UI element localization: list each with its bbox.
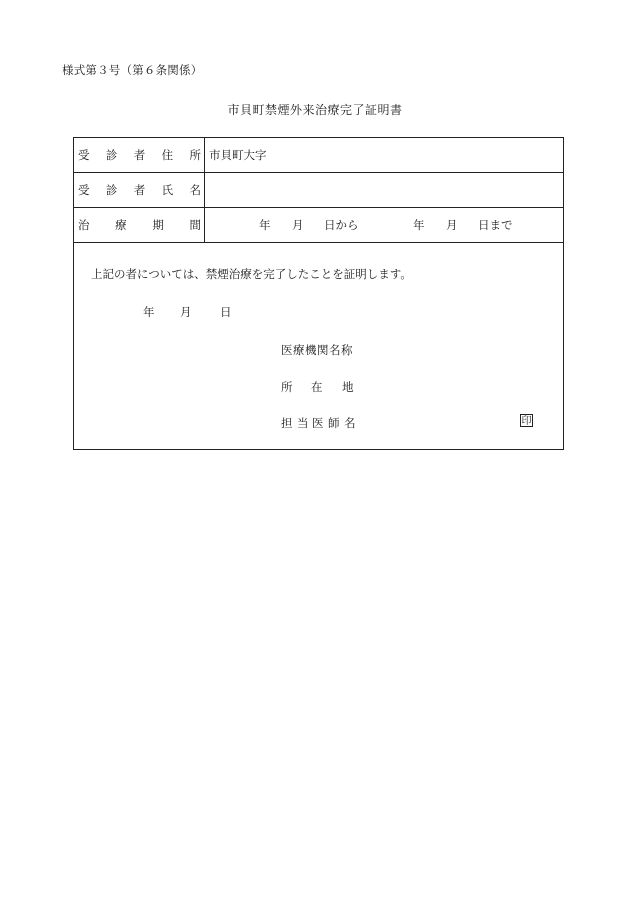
label-char: 期 bbox=[152, 218, 164, 232]
label-char: 受 bbox=[78, 183, 90, 197]
end-day: 日まで bbox=[478, 218, 513, 232]
label-char: 者 bbox=[133, 183, 146, 197]
doctor-label-char: 医 bbox=[312, 416, 324, 430]
label-char: 診 bbox=[105, 183, 118, 197]
patient-address-label bbox=[74, 138, 205, 172]
doctor-label-char: 師 bbox=[328, 416, 340, 430]
certification-statement: 上記の者については、禁煙治療を完了したことを証明します。 bbox=[91, 267, 412, 281]
label-char: 名 bbox=[189, 183, 201, 197]
location-label-char: 在 bbox=[311, 380, 323, 394]
patient-name-label bbox=[74, 173, 205, 207]
label-char: 療 bbox=[115, 218, 127, 232]
label-char: 間 bbox=[189, 218, 201, 232]
patient-address-value[interactable]: 市貝町大字 bbox=[209, 148, 267, 162]
label-char: 住 bbox=[161, 148, 174, 162]
doctor-label-char: 担 bbox=[281, 416, 293, 430]
label-char: 治 bbox=[78, 218, 90, 232]
location-label-char: 地 bbox=[342, 380, 354, 394]
start-year: 年 bbox=[259, 218, 271, 232]
label-char: 診 bbox=[105, 148, 118, 162]
label-char: 氏 bbox=[161, 183, 174, 197]
treatment-period-row bbox=[74, 208, 563, 243]
patient-address-row bbox=[74, 138, 563, 173]
doctor-label-char: 名 bbox=[344, 416, 356, 430]
label-char: 受 bbox=[78, 148, 90, 162]
patient-name-row bbox=[74, 173, 563, 208]
date-year: 年 bbox=[143, 305, 155, 319]
seal-mark: 印 bbox=[521, 416, 532, 427]
document-title: 市貝町禁煙外来治療完了証明書 bbox=[227, 103, 403, 117]
certification-section bbox=[74, 243, 563, 449]
form-number: 様式第３号（第６条関係） bbox=[62, 63, 203, 77]
end-month: 月 bbox=[446, 218, 458, 232]
doctor-label-char: 当 bbox=[297, 416, 309, 430]
location-label-char: 所 bbox=[281, 380, 293, 394]
treatment-period-value[interactable] bbox=[205, 208, 563, 242]
date-month: 月 bbox=[180, 305, 192, 319]
treatment-period-label bbox=[74, 208, 205, 242]
start-month: 月 bbox=[292, 218, 304, 232]
label-char: 所 bbox=[189, 148, 201, 162]
end-year: 年 bbox=[413, 218, 425, 232]
start-day: 日から bbox=[324, 218, 359, 232]
label-char: 者 bbox=[133, 148, 146, 162]
date-day: 日 bbox=[220, 305, 232, 319]
certificate-form bbox=[73, 137, 564, 450]
institution-name-label: 医療機関名称 bbox=[281, 343, 353, 357]
